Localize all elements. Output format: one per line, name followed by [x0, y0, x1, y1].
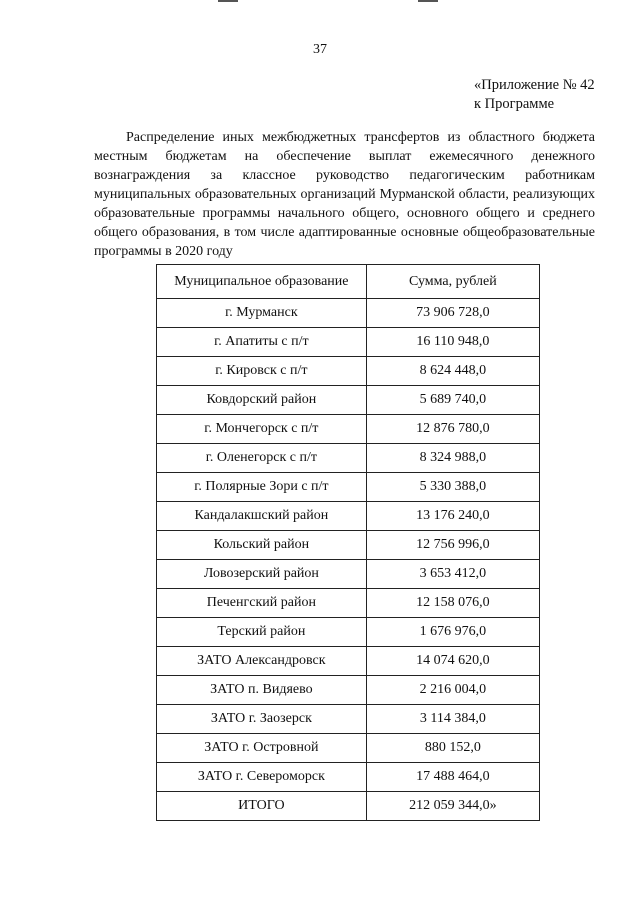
municipality-cell: Ковдорский район [157, 386, 367, 415]
appendix-caption [474, 76, 595, 114]
column-header-amount: Сумма, рублей [366, 265, 539, 299]
table-row [157, 763, 540, 792]
municipality-cell: ЗАТО г. Заозерск [157, 705, 367, 734]
table-row [157, 734, 540, 763]
table-row [157, 444, 540, 473]
table-row [157, 473, 540, 502]
amount-cell: 16 110 948,0 [366, 328, 539, 357]
table-body [157, 299, 540, 821]
page-number: 37 [313, 42, 327, 57]
municipality-cell: ЗАТО Александровск [157, 647, 367, 676]
table-row [157, 647, 540, 676]
table-total-row [157, 792, 540, 821]
top-edge-mark-right [418, 0, 438, 2]
table-row [157, 357, 540, 386]
amount-cell: 12 756 996,0 [366, 531, 539, 560]
table-row [157, 328, 540, 357]
table-row [157, 531, 540, 560]
distribution-table [156, 264, 540, 821]
amount-cell: 73 906 728,0 [366, 299, 539, 328]
table-row [157, 299, 540, 328]
table-row [157, 415, 540, 444]
municipality-cell: г. Оленегорск с п/т [157, 444, 367, 473]
amount-cell: 5 330 388,0 [366, 473, 539, 502]
municipality-cell: Ловозерский район [157, 560, 367, 589]
table-row [157, 589, 540, 618]
municipality-cell: г. Полярные Зори с п/т [157, 473, 367, 502]
amount-cell: 8 624 448,0 [366, 357, 539, 386]
municipality-cell: г. Кировск с п/т [157, 357, 367, 386]
amount-cell: 12 876 780,0 [366, 415, 539, 444]
amount-cell: 13 176 240,0 [366, 502, 539, 531]
municipality-cell: г. Апатиты с п/т [157, 328, 367, 357]
amount-cell: 5 689 740,0 [366, 386, 539, 415]
municipality-cell: Кольский район [157, 531, 367, 560]
table-row [157, 676, 540, 705]
amount-cell: 212 059 344,0» [366, 792, 539, 821]
table-row [157, 705, 540, 734]
table-header-row [157, 265, 540, 299]
table-row [157, 560, 540, 589]
amount-cell: 3 653 412,0 [366, 560, 539, 589]
amount-cell: 3 114 384,0 [366, 705, 539, 734]
amount-cell: 17 488 464,0 [366, 763, 539, 792]
amount-cell: 1 676 976,0 [366, 618, 539, 647]
amount-cell: 2 216 004,0 [366, 676, 539, 705]
municipality-cell: г. Мончегорск с п/т [157, 415, 367, 444]
municipality-cell: Кандалакшский район [157, 502, 367, 531]
municipality-cell: Терский район [157, 618, 367, 647]
appendix-line-2: к Программе [474, 96, 555, 112]
appendix-line-1: «Приложение № 42 [474, 77, 595, 93]
document-heading: Распределение иных межбюджетных трансфертов из областного бюджета местным бюджетам на обеспечение выплат ежемесячного денежного вознаграждения за классное руководство педагогическим работникам муниципальных образовательных организаций Мурманской области, реализующих образовательные программы начального общего, основного общего и среднего общего образования, в том числе адаптированные основные общеобразовательные программы в 2020 году [94, 130, 595, 259]
amount-cell: 8 324 988,0 [366, 444, 539, 473]
municipality-cell: г. Мурманск [157, 299, 367, 328]
amount-cell: 880 152,0 [366, 734, 539, 763]
municipality-cell: Печенгский район [157, 589, 367, 618]
municipality-cell: ЗАТО г. Островной [157, 734, 367, 763]
municipality-cell: ИТОГО [157, 792, 367, 821]
amount-cell: 14 074 620,0 [366, 647, 539, 676]
municipality-cell: ЗАТО п. Видяево [157, 676, 367, 705]
column-header-municipality: Муниципальное образование [157, 265, 367, 299]
table-row [157, 618, 540, 647]
table-row [157, 502, 540, 531]
amount-cell: 12 158 076,0 [366, 589, 539, 618]
table-row [157, 386, 540, 415]
top-edge-mark-left [218, 0, 238, 2]
municipality-cell: ЗАТО г. Североморск [157, 763, 367, 792]
